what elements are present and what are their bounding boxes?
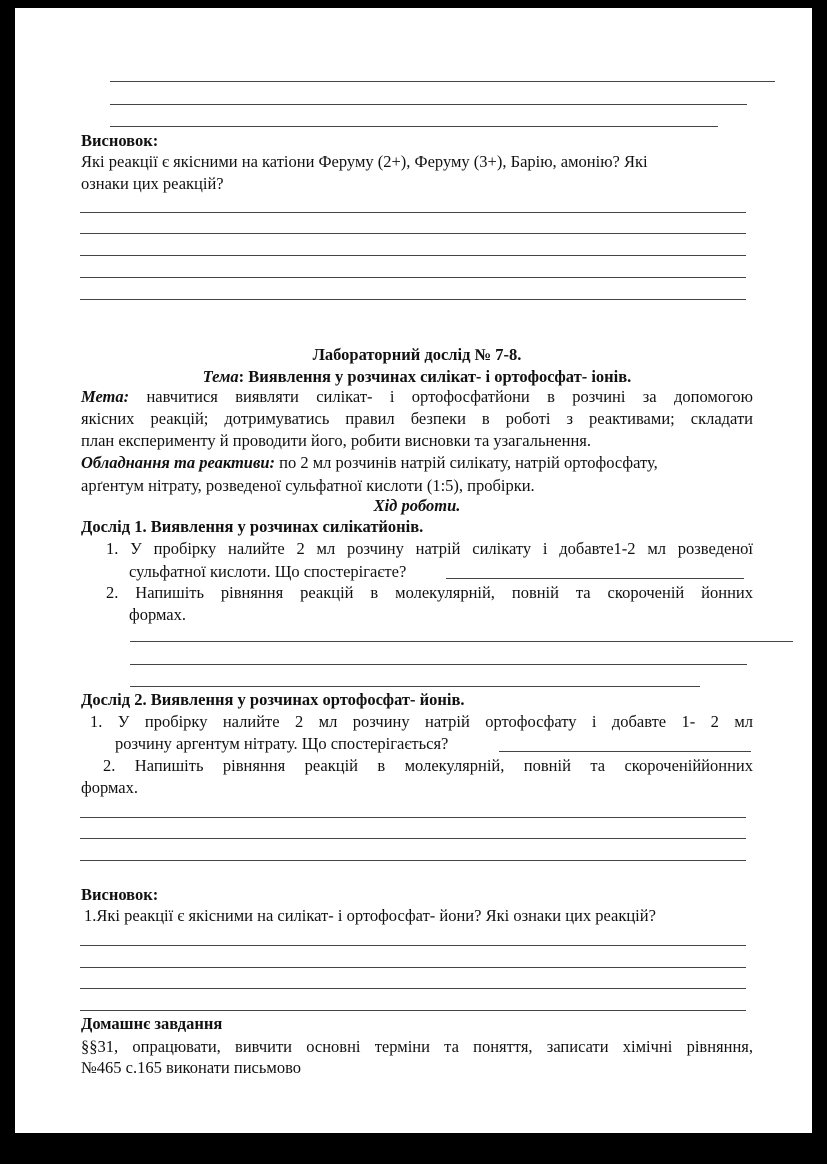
conclusion-question: Які реакції є якісними на катіони Феруму (2+), Феруму (3+), Барію, амонію? Які [81, 152, 648, 171]
answer-line [80, 212, 746, 213]
answer-line [130, 664, 747, 665]
goal-line: план експерименту й проводити його, робити висновки та узагальнення. [81, 431, 592, 450]
equipment-line: арґентум нітрату, розведеної сульфатної кислоти (1:5), пробірки. [81, 476, 535, 495]
answer-line [110, 81, 775, 82]
experiment1-item: формах. [129, 605, 186, 624]
conclusion2-heading: Висновок: [81, 885, 159, 904]
procedure-heading: Хід роботи. [373, 496, 461, 515]
equipment-label: Обладнання та реактиви: [81, 453, 276, 472]
answer-line [80, 988, 746, 989]
conclusion-question: ознаки цих реакцій? [81, 174, 224, 193]
experiment2-item: розчину аргентум нітрату. Що спостерігається? [115, 734, 449, 753]
conclusion-heading: Висновок: [81, 131, 159, 150]
experiment2-item: 2. Напишіть рівняння реакцій в молекулярній, повній та скороченіййонних [103, 756, 753, 775]
answer-line [130, 641, 793, 642]
topic-label: Тема [202, 367, 239, 386]
conclusion2-question: 1.Які реакції є якісними на силікат- і ортофосфат- йони? Які ознаки цих реакцій? [84, 906, 656, 925]
answer-line [110, 104, 747, 105]
answer-line [80, 967, 746, 968]
answer-line [130, 686, 700, 687]
lab-topic [81, 367, 753, 387]
answer-line [80, 817, 746, 818]
experiment1-item: 2. Напишіть рівняння реакцій в молекулярній, повній та скороченій йонних [106, 583, 753, 602]
answer-line [499, 751, 751, 752]
experiment1-item: сульфатної кислоти. Що спостерігаєте? [129, 562, 407, 581]
answer-line [446, 578, 744, 579]
lab-title: Лабораторний дослід № 7-8. [312, 345, 522, 364]
homework-text: §§31, опрацювати, вивчити основні терміни та поняття, записати хімічні рівняння, [81, 1037, 753, 1056]
goal-label: Мета: [81, 387, 130, 406]
answer-line [80, 299, 746, 300]
answer-line [110, 126, 718, 127]
homework-heading: Домашнє завдання [81, 1014, 223, 1033]
equipment-line: Обладнання та реактиви: по 2 мл розчинів натрій силікату, натрій ортофосфату, [81, 453, 658, 472]
goal-line: якісних реакцій; дотримуватись правил безпеки в роботі з реактивами; складати [81, 409, 753, 428]
goal-line: Мета: навчитися виявляти силікат- і ортофосфатйони в розчині за допомогою [81, 387, 753, 406]
answer-line [80, 255, 746, 256]
answer-line [80, 277, 746, 278]
answer-line [80, 838, 746, 839]
homework-text: №465 с.165 виконати письмово [81, 1058, 302, 1077]
experiment2-heading: Дослід 2. Виявлення у розчинах ортофосфат- йонів. [81, 690, 465, 709]
answer-line [80, 233, 746, 234]
experiment2-item: 1. У пробірку налийте 2 мл розчину натрій ортофосфату і добавте 1- 2 мл [90, 712, 753, 731]
experiment2-item: формах. [81, 778, 138, 797]
topic-text: : Виявлення у розчинах силікат- і ортофосфат- іонів. [238, 367, 632, 386]
answer-line [80, 860, 746, 861]
answer-line [80, 945, 746, 946]
experiment1-item: 1. У пробірку налийте 2 мл розчину натрій силікату і добавте1-2 мл розведеної [106, 539, 753, 558]
answer-line [80, 1010, 746, 1011]
experiment1-heading: Дослід 1. Виявлення у розчинах силікатйонів. [81, 517, 424, 536]
